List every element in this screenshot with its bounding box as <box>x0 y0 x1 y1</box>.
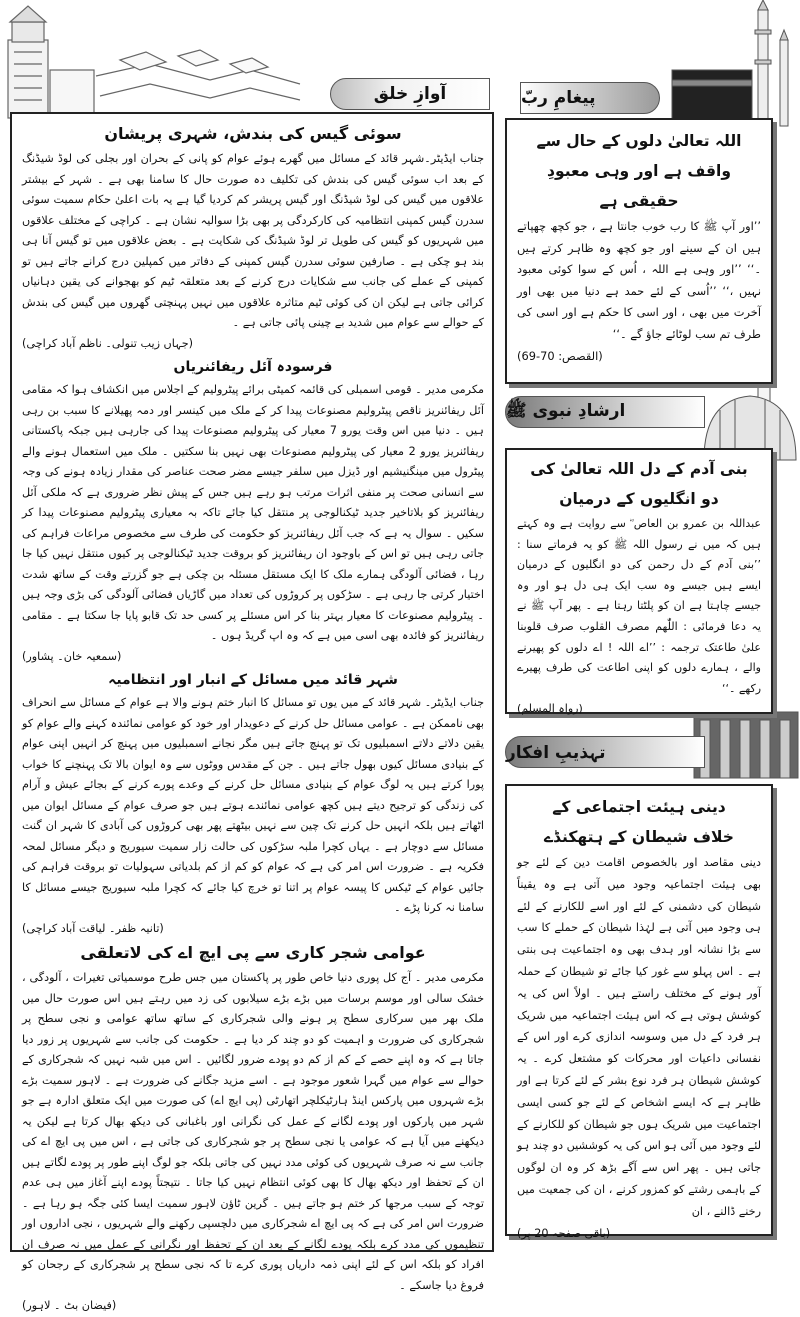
saying-reference: (رواہ المسلم) <box>517 702 583 716</box>
thoughts-title-line2: خلاف شیطان کے ہتھکنڈے <box>544 828 734 846</box>
section-title: آوازِ خلق <box>373 84 447 104</box>
letter-title: عوامی شجر کاری سے پی ایچ اے کی لاتعلقی <box>80 943 426 962</box>
section-ribbon-irshad-e-nabvi <box>505 396 705 428</box>
message-title-line2: واقف ہے اور وہی معبودِ حقیقی ہے <box>547 162 731 210</box>
message-of-lord-column <box>517 126 761 367</box>
prophet-saying-column <box>517 454 761 720</box>
letters-box <box>10 112 494 1312</box>
thoughts-continued: (باقی صفحہ 20 پر) <box>517 1226 611 1240</box>
section-title: تہذیبِ افکار <box>506 742 606 763</box>
letter-signature: (تانیہ ظفر۔ لیاقت آباد کراچی) <box>22 921 164 935</box>
city-tower-illustration <box>0 0 310 120</box>
letters-column <box>22 120 484 1317</box>
letter-body: جناب ایڈیٹر۔شہر قائد کے مسائل میں گھرے ہوئے عوام کو پانی کے بحران اور بجلی کی لوڈ شیڈنگ کے بعد اب سوئی گیس کی بندش کی تکلیف دہ صورت حال کا سامنا بھی ہے ۔ شہر کے بیشتر علاقوں میں گیس کی لوڈ شیڈنگ اور گیس پریشر کم کردیا گیا ہے یہ بات اعلیٰ حکام سمیت سوئی سدرن گیس کمپنی انتظامیہ کی کارکردگی پر بھی بڑا سوالیہ نشان ہے ۔ کراچی کے مختلف علاقوں میں شہریوں کو گیس کی طویل تر لوڈ شیڈنگ کی شکایت ہے ۔ بعض علاقوں میں تو گیس آنا ہی بند ہو چکی ہے ۔ صارفین سوئی سدرن گیس کمپنی کے دفاتر میں کمپلین درج کرانے جاتے ہیں تو کمپنی کے عملے کی جانب سے شکایات درج کرنے کے بعد متعلقہ ٹیم کو بھجوانے کی یقین دہانیاں کرائی جاتی ہے لیکن ان کی کوئی ٹیم متاثرہ علاقوں میں نہیں پہنچتی گھروں میں گیس کی بندش کے حوالے سے عوام میں شدید بے چینی پائی جاتی ہے ۔ <box>22 152 484 329</box>
letter-body: مکرمی مدیر ۔ آج کل پوری دنیا خاص طور پر پاکستان میں جس طرح موسمیاتی تغیرات ، آلودگی ، خشک سالی اور موسم برسات میں بڑے بڑے سیلابوں کی زد میں رہتے ہیں اس صورت حال میں ملک بھر میں سرکاری سطح پر ہونے والی شجرکاری کے ساتھ ساتھ عوامی و نجی سطح پر شجرکاری کی ضرورت و اہمیت کو دو چند کر دیا ہے ۔ حکومت کی جانب سے شہریوں پر زور دیا جاتا ہے کہ وہ اپنے حصے کے کم از کم دو پودے ضرور لگائیں ۔ اس میں شبہ نہیں کہ شجرکاری کے حوالے سے عوام میں گہرا شعور موجود ہے ۔ اسے مزید جگانے کی ضرورت ہے ۔ لاہور سمیت بڑے بڑے شہروں میں پارکس اینڈ ہارٹیکلچر اتھارٹی (پی ایچ اے) کی صورت میں ایک متعلق ادارہ ہے جو شہر میں پارکوں اور پودے لگانے کے عمل کی نگرانی اور باغبانی کی دیکھ بھال کرتا ہے لیکن یہ دیکھنے میں آیا ہے کہ عوامی یا نجی سطح پر جو شجرکاری کی جاتی ہے ، اس میں پی ایچ اے کی جانب سے نہ صرف شہریوں کی کوئی مدد نہیں کی جاتی بلکہ جو لوگ اپنے طور پر پودے لگاتے ہیں ان کے تحفظ اور دیکھ بھال کا بھی کوئی انتظام نہیں کیا جاتا ۔ نتیجتاً پودے اپنے آغاز میں ہی عدم توجہ کے سبب مرجھا کر ختم ہو جاتے ہیں ۔ گرین ٹاؤن لاہور سمیت ایسا کئی جگہ ہو رہا ہے ۔ ضرورت اس امر کی ہے کہ پی ایچ اے شجرکاری میں دلچسپی رکھنے والے شہریوں ، نجی اداروں اور تنظیموں کی مدد کرے بلکہ پودے لگانے کے بعد ان کے تحفظ اور نگرانی کے عمل میں نہ صرف ان افراد کو بلکہ اس کے لئے اپنی ذمہ داریاں پوری کرے تا کہ نجی سطح پر شجرکاری کے رجحان کو فروغ دیا جاسکے ۔ <box>22 971 484 1292</box>
letter-body: جناب ایڈیٹر۔ شہر قائد کے میں یوں تو مسائل کا انبار ختم ہونے والا ہے عوام کے مسائل سے انحراف بھی ناممکن ہے ۔ عوامی مسائل حل کرنے کے دعویدار اور خود کو عوامی نمائندہ کہنے والے عوام کو یقین دلاتے دلاتے اسمبلیوں تک تو پہنچ جاتے ہیں مگر نجانے اسمبلیوں میں پہنچ کر انہیں اپنی عوام کے بنیادی مسائل کیوں بھول جاتے ہیں ۔ جن کے مقدس ووٹوں سے وہ ایوان بالا تک پہنچنے کا خواب پورا کرتے ہیں یہ لوگ عوام کے بنیادی مسائل حل کرنے کے وعدے پورے کرنے کے بجائے عیش و آرام کی زندگی کو ترجیح دیتے ہیں کچھ عوامی نمائندے ہوتے ہیں جو صرف عوام کے مسائل ایوان میں اٹھاتے ہیں بلکہ انہیں حل کرنے تک چین سے نہیں بیٹھتے پھر بھی کروڑوں کی آبادی کا شہر ان گنت مسائل سے دوچار ہے ۔ یہاں کچرا ملبہ سڑکوں کی حالت زار سمیت سیوریج و دیگر مسائل لمحہ فکریہ ہے ۔ ضرورت اس امر کی ہے کہ عوام کو کم از کم بلدیاتی سہولیات تو بروقت فراہم کی جائیں عوام کے ٹیکس کا پیسہ عوام پر اتنا تو خرچ کیا جائے کہ کچرا ملبہ سیوریج جیسے مسائل کا سامنا نہ کرنا پڑے ۔ <box>22 696 484 914</box>
message-title-line1: اللہ تعالیٰ دلوں کے حال سے <box>536 132 742 150</box>
section-ribbon-awaz-e-khalq <box>330 78 490 110</box>
letter-signature: (جہاں زیب تنولی۔ ناظم آباد کراچی) <box>22 336 193 350</box>
kaaba-minaret-illustration <box>660 0 800 130</box>
letter-1 <box>22 121 484 354</box>
letter-title: شہر قائد میں مسائل کے انبار اور انتظامیہ <box>108 672 398 688</box>
letter-3 <box>22 669 484 939</box>
message-of-lord-box <box>505 118 773 384</box>
letter-4 <box>22 940 484 1317</box>
letter-2 <box>22 356 484 667</box>
section-title: پیغامِ ربّ <box>521 88 596 108</box>
section-title: ارشادِ نبوی ﷺ <box>506 400 626 421</box>
thoughts-body: دینی مقاصد اور بالخصوص اقامت دین کے لئے جو بھی ہیئت اجتماعیہ وجود میں آتی ہے وہ یقیناً شیطان کی دشمنی کے لئے اور اسے للکارنے کے لئے ہی وجود میں آتی ہے لہٰذا شیطان کے حملے کا سب سے بڑا نشانہ اور ہدف بھی وہ اجتماعیت ہی بنتی ہے ۔ اس پہلو سے غور کیا جائے تو شیطان کے حملہ آور ہونے کے مختلف راستے ہیں ۔ اولاً اس کی یہ کوشش ہوتی ہے کہ اس ہیئت اجتماعیہ میں شریک ہر فرد کے دل میں وسوسہ اندازی کرے اور اس کے نفسانی داعیات اور محرکات کو مشتعل کرے ۔ یہ کوشش شیطان ہر فرد نوع بشر کے لئے کرتا ہے اور ظاہر ہے کہ ایسے اشخاص کے لئے جو کسی ایسی اجتماعیت میں شریک ہوں جو شیطان کو للکارنے کے لئے وجود میں آئی ہو اس کی یہ کوششیں دو چند ہو جاتی ہیں ۔ پھر اس سے آگے بڑھ کر وہ ان لوگوں کے باہمی رشتے کو کمزور کرنے ، ان کی جمعیت میں رخنے ڈالنے ، ان <box>517 856 761 1218</box>
letter-signature: (فیضان بٹ ۔ لاہور) <box>22 1299 117 1312</box>
prophet-saying-box <box>505 448 773 714</box>
letter-body: مکرمی مدیر ۔ قومی اسمبلی کی قائمہ کمیٹی برائے پیٹرولیم کے اجلاس میں انکشاف ہوا کہ مقامی آئل ریفائنریز ناقص پیٹرولیم مصنوعات پیدا کر کے ملک میں کینسر اور دمہ پھیلانے کا سبب بن رہی ہیں ۔ دنیا میں اس وقت یورو 7 معیار کی پیٹرولیم مصنوعات پیدا کی جارہی ہیں جبکہ پاکستانی ریفائنریز یورو 2 معیار کی پیٹرولیم مصنوعات بھی نہیں بنا سکتیں ۔ ملک میں استعمال ہونے والے پیٹرول میں مینگنیشیم اور ڈیزل میں سلفر جیسے مضر صحت عناصر کی مقدار زیادہ ہونے کی وجہ سے انسانی صحت پر منفی اثرات مرتب ہو رہے ہیں جس کے پیش نظر ضروری ہے کہ ملکی آئل ریفائنریز کو بلاتاخیر جدید ٹیکنالوجی پر منتقل کیا جائے تاکہ بہ معیاری پیٹرولیم مصنوعات پیدا کر سکیں ۔ سوال یہ ہے کہ جب آئل ریفائنریز کو حکومت کی طرف سے مخصوص مراعات فراہم کی جاتی رہی ہیں تو اس کے باوجود ان ریفائنریز کو بروقت جدید ٹیکنالوجی پر کیوں منتقل نہیں کیا جا رہا ، فضائی آلودگی ہمارے ملک کا ایک مستقل مسئلہ بن چکی ہے جو گزرتے وقت کے ساتھ شدت اختیار کرتی جا رہی ہے ۔ سڑکوں پر کروڑوں کی تعداد میں گاڑیاں فضائی آلودگی کی بڑی وجہ ہیں ۔ پیٹرولیم مصنوعات کا معیار بہتر بنا کر اس مسئلے پر کسی حد تک قابو پایا جا سکتا ہے ۔ مقامی ریفائنریز کو فائدہ بھی اسی میں ہے کہ وہ اپ گریڈ ہوں ۔ <box>22 383 484 642</box>
message-reference: (القصص: 70-69) <box>517 348 603 363</box>
section-ribbon-tahzeeb-e-afkar <box>505 736 705 768</box>
letter-title: سوئی گیس کی بندش، شہری پریشان <box>104 124 402 143</box>
section-ribbon-paigham-e-rab <box>520 82 660 114</box>
letter-title: فرسودہ آئل ریفائنریاں <box>173 359 333 375</box>
message-body: ’’اور آپ ﷺ کا رب خوب جانتا ہے ، جو کچھ چھپاتے ہیں ان کے سینے اور جو کچھ وہ ظاہر کرتے ہیں ۔‘‘ ’’اور وہی ہے اللہ ، اُس کے سوا کوئی معبود نہیں ،‘‘ ’’اُسی کے لئے حمد ہے دنیا میں بھی اور آخرت میں بھی ، اور اسی کا حکم ہے اور اسی کی طرف تم سب لوٹائے جاؤ گے ۔‘‘ <box>517 219 761 341</box>
saying-title-line1: بنی آدم کے دل اللہ تعالیٰ کی <box>530 460 748 478</box>
thoughts-column <box>517 792 761 1244</box>
saying-title-line2: دو انگلیوں کے درمیان <box>559 490 719 508</box>
letter-signature: (سمعیہ خان۔ پشاور) <box>22 649 122 663</box>
thoughts-box <box>505 784 773 1240</box>
saying-body: عبداللہ بن عمرو بن العاص ؓ سے روایت ہے وہ کہتے ہیں کہ میں نے رسول اللہ ﷺ کو یہ فرماتے سنا : ’’بنی آدم کے دل رحمن کی دو انگلیوں کے درمیان ایسے ہیں جیسے وہ سب ایک ہی دل ہو اور وہ جیسے چاہتا ہے ان کو پلٹتا رہتا ہے ۔ پھر آپ ﷺ نے یہ دعا فرمائی : اللّٰھم مصرف القلوب صرف قلوبنا علیٰ طاعتک ترجمہ : ’’اے اللہ ! اے دلوں کو پھیرنے والے ، ہمارے دلوں کو اپنی اطاعت کی طرف پھیرے رکھے ۔‘‘ <box>517 517 761 695</box>
thoughts-title-line1: دینی ہیئت اجتماعی کے <box>552 798 726 816</box>
